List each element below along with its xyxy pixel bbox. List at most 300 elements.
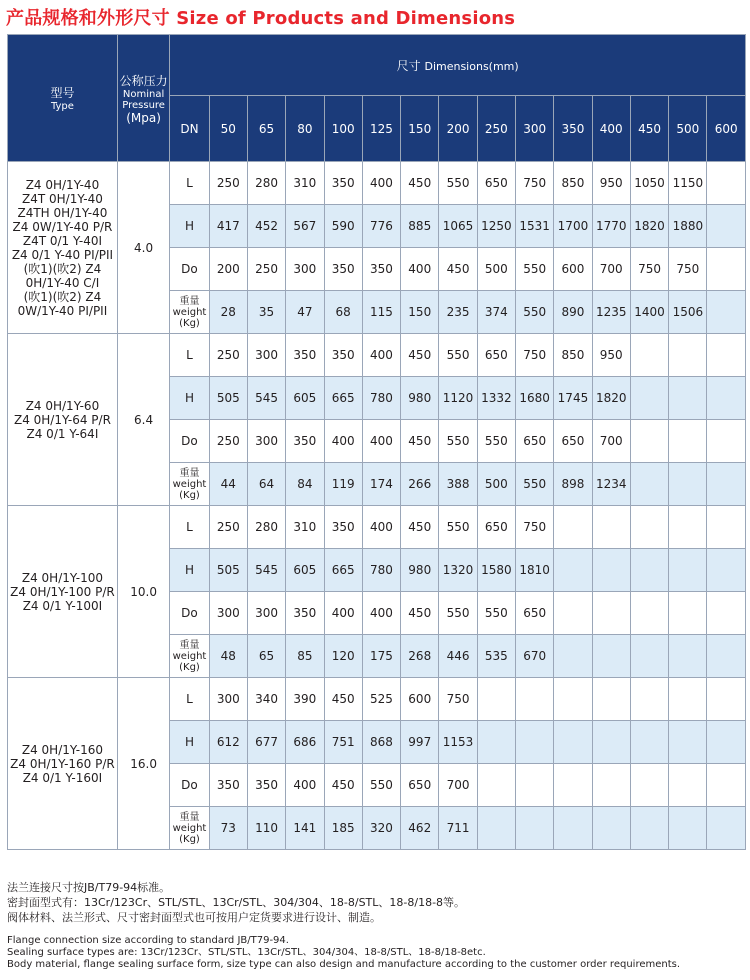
value-cell: 650 [516, 420, 554, 463]
value-cell: 750 [516, 334, 554, 377]
value-cell: 550 [439, 592, 477, 635]
value-cell: 700 [592, 420, 630, 463]
value-cell: 550 [516, 248, 554, 291]
spec-table-body [8, 162, 746, 850]
value-cell: 1050 [630, 162, 668, 205]
value-cell [707, 248, 746, 291]
value-cell: 1810 [516, 549, 554, 592]
value-cell: 388 [439, 463, 477, 506]
value-cell [630, 463, 668, 506]
model-name: Z4 0H/1Y-160 [21, 742, 104, 757]
dn-header-cell: 600 [707, 96, 746, 162]
weight-label-cn: 重量 [179, 295, 200, 307]
value-cell: 500 [477, 463, 515, 506]
value-cell [669, 635, 707, 678]
dn-header-cell: 250 [477, 96, 515, 162]
value-cell [554, 549, 592, 592]
value-cell: 550 [362, 764, 400, 807]
value-cell: 73 [209, 807, 247, 850]
value-cell: 1820 [630, 205, 668, 248]
model-name: Z4T 0H/1Y-40 [22, 191, 103, 206]
value-cell [630, 807, 668, 850]
value-cell: 390 [286, 678, 324, 721]
value-cell [707, 764, 746, 807]
value-cell [669, 463, 707, 506]
value-cell: 400 [362, 334, 400, 377]
value-cell [707, 678, 746, 721]
value-cell: 1580 [477, 549, 515, 592]
value-cell: 1065 [439, 205, 477, 248]
value-cell: 450 [401, 420, 439, 463]
value-cell [669, 506, 707, 549]
table-row [8, 162, 746, 205]
weight-label-en: weight [172, 822, 207, 834]
value-cell [592, 807, 630, 850]
value-cell: 1506 [669, 291, 707, 334]
value-cell: 950 [592, 162, 630, 205]
dn-header-cell: 400 [592, 96, 630, 162]
value-cell: 250 [209, 420, 247, 463]
value-cell: 400 [362, 592, 400, 635]
value-cell: 1700 [554, 205, 592, 248]
value-cell: 650 [477, 506, 515, 549]
value-cell: 120 [324, 635, 362, 678]
value-cell: 545 [247, 549, 285, 592]
value-cell: 400 [362, 420, 400, 463]
dn-header-cell: 100 [324, 96, 362, 162]
value-cell: 450 [401, 162, 439, 205]
note-en-3: Body material, flange sealing surface form, size type can also design and manufacture according to the customer order requirements. [7, 959, 681, 970]
notes [7, 880, 746, 971]
model-list [8, 571, 117, 613]
value-cell: 850 [554, 334, 592, 377]
value-cell: 400 [401, 248, 439, 291]
dn-header-cell: 50 [209, 96, 247, 162]
value-cell: 400 [362, 162, 400, 205]
value-cell: 980 [401, 377, 439, 420]
value-cell: 450 [324, 764, 362, 807]
value-cell: 605 [286, 377, 324, 420]
value-cell: 780 [362, 549, 400, 592]
header-row-top [8, 35, 746, 96]
model-name: Z4 0H/1Y-40 [25, 177, 100, 192]
pressure-header-cn: 公称压力 [119, 73, 168, 88]
value-cell: 605 [286, 549, 324, 592]
value-cell: 1332 [477, 377, 515, 420]
model-name: Z4 0H/1Y-100 [21, 570, 104, 585]
spec-table-wrapper [7, 34, 746, 850]
value-cell: 1820 [592, 377, 630, 420]
value-cell: 300 [209, 592, 247, 635]
value-cell [630, 635, 668, 678]
type-header-cn: 型号 [50, 86, 75, 100]
value-cell [707, 162, 746, 205]
value-cell: 115 [362, 291, 400, 334]
pressure-header-unit: (Mpa) [126, 110, 161, 125]
note-en-2: Sealing surface types are: 13Cr/123Cr、STL/STL、13Cr/STL、304/304、18-8/STL、18-8/18-8etc. [7, 947, 486, 958]
dn-header-cell: 80 [286, 96, 324, 162]
value-cell [707, 463, 746, 506]
weight-label-en: weight [172, 478, 207, 490]
value-cell: 250 [247, 248, 285, 291]
weight-label-unit: (Kg) [179, 661, 200, 673]
value-cell: 612 [209, 721, 247, 764]
value-cell: 600 [401, 678, 439, 721]
pressure-cell: 6.4 [117, 334, 169, 506]
model-name: (吹1)(吹2) Z4 0W/1Y-40 PI/PII [17, 289, 108, 318]
value-cell: 780 [362, 377, 400, 420]
value-cell [554, 678, 592, 721]
value-cell: 550 [439, 162, 477, 205]
value-cell: 266 [401, 463, 439, 506]
value-cell [477, 721, 515, 764]
model-name: Z4 0H/1Y-60 [25, 398, 100, 413]
row-label: Do [170, 592, 209, 635]
dimensions-header-cn: 尺寸 [396, 58, 421, 73]
value-cell [592, 506, 630, 549]
value-cell: 890 [554, 291, 592, 334]
value-cell: 686 [286, 721, 324, 764]
value-cell: 751 [324, 721, 362, 764]
value-cell: 300 [247, 592, 285, 635]
value-cell: 340 [247, 678, 285, 721]
value-cell: 650 [477, 162, 515, 205]
pressure-header [117, 35, 169, 162]
value-cell: 175 [362, 635, 400, 678]
value-cell: 28 [209, 291, 247, 334]
weight-label-unit: (Kg) [179, 489, 200, 501]
dimensions-header [170, 35, 746, 96]
value-cell [477, 807, 515, 850]
value-cell: 68 [324, 291, 362, 334]
value-cell: 350 [324, 248, 362, 291]
value-cell: 85 [286, 635, 324, 678]
value-cell [669, 592, 707, 635]
value-cell [669, 807, 707, 850]
value-cell: 250 [209, 162, 247, 205]
value-cell: 450 [401, 334, 439, 377]
value-cell [592, 764, 630, 807]
value-cell: 550 [439, 420, 477, 463]
value-cell: 110 [247, 807, 285, 850]
value-cell [669, 420, 707, 463]
value-cell [669, 549, 707, 592]
value-cell: 44 [209, 463, 247, 506]
model-cell [8, 162, 118, 334]
value-cell: 1400 [630, 291, 668, 334]
value-cell [707, 635, 746, 678]
value-cell: 35 [247, 291, 285, 334]
value-cell: 300 [247, 420, 285, 463]
weight-label [170, 635, 209, 678]
value-cell [707, 506, 746, 549]
value-cell: 750 [516, 162, 554, 205]
value-cell [477, 764, 515, 807]
value-cell [592, 635, 630, 678]
value-cell [630, 592, 668, 635]
value-cell [592, 549, 630, 592]
spec-table [7, 34, 746, 850]
value-cell [669, 377, 707, 420]
dimensions-header-en: Dimensions(mm) [424, 59, 519, 73]
value-cell [630, 678, 668, 721]
value-cell: 400 [286, 764, 324, 807]
weight-label-unit: (Kg) [179, 833, 200, 845]
value-cell: 550 [516, 463, 554, 506]
value-cell: 400 [362, 506, 400, 549]
value-cell: 48 [209, 635, 247, 678]
value-cell: 350 [362, 248, 400, 291]
dn-header-cell: 500 [669, 96, 707, 162]
value-cell [707, 334, 746, 377]
value-cell [554, 807, 592, 850]
model-name: Z4 0H/1Y-64 P/R [13, 412, 111, 427]
value-cell [630, 506, 668, 549]
pressure-cell: 4.0 [117, 162, 169, 334]
row-label: L [170, 334, 209, 377]
value-cell: 64 [247, 463, 285, 506]
weight-label-en: weight [172, 306, 207, 318]
value-cell [630, 549, 668, 592]
value-cell [554, 635, 592, 678]
value-cell: 950 [592, 334, 630, 377]
note-cn-1: 法兰连接尺寸按JB/T79-94标准。 [7, 881, 171, 894]
value-cell: 446 [439, 635, 477, 678]
model-list [8, 743, 117, 785]
pressure-header-en2: Pressure [122, 99, 165, 111]
dn-header-cell: 300 [516, 96, 554, 162]
value-cell: 1770 [592, 205, 630, 248]
value-cell: 150 [401, 291, 439, 334]
value-cell: 650 [516, 592, 554, 635]
value-cell: 1745 [554, 377, 592, 420]
row-label: Do [170, 248, 209, 291]
model-list [8, 178, 117, 318]
weight-label-cn: 重量 [179, 467, 200, 479]
value-cell: 677 [247, 721, 285, 764]
value-cell: 84 [286, 463, 324, 506]
value-cell: 1880 [669, 205, 707, 248]
value-cell: 119 [324, 463, 362, 506]
value-cell: 268 [401, 635, 439, 678]
value-cell [707, 721, 746, 764]
value-cell: 750 [630, 248, 668, 291]
value-cell [516, 764, 554, 807]
weight-label-cn: 重量 [179, 639, 200, 651]
value-cell: 665 [324, 549, 362, 592]
value-cell: 1250 [477, 205, 515, 248]
value-cell: 400 [324, 592, 362, 635]
value-cell: 1680 [516, 377, 554, 420]
value-cell [669, 334, 707, 377]
value-cell [707, 205, 746, 248]
value-cell: 898 [554, 463, 592, 506]
value-cell [707, 807, 746, 850]
value-cell: 505 [209, 377, 247, 420]
page-title: 产品规格和外形尺寸 Size of Products and Dimensions [6, 8, 516, 29]
value-cell: 310 [286, 506, 324, 549]
row-label: Do [170, 764, 209, 807]
value-cell [630, 420, 668, 463]
value-cell: 280 [247, 506, 285, 549]
pressure-cell: 16.0 [117, 678, 169, 850]
value-cell: 505 [209, 549, 247, 592]
value-cell [669, 678, 707, 721]
value-cell [554, 721, 592, 764]
value-cell: 500 [477, 248, 515, 291]
value-cell: 350 [324, 506, 362, 549]
value-cell: 650 [554, 420, 592, 463]
value-cell: 750 [439, 678, 477, 721]
value-cell: 350 [209, 764, 247, 807]
model-cell [8, 678, 118, 850]
value-cell: 1235 [592, 291, 630, 334]
value-cell: 1234 [592, 463, 630, 506]
value-cell: 650 [401, 764, 439, 807]
value-cell: 868 [362, 721, 400, 764]
value-cell: 300 [286, 248, 324, 291]
row-label: H [170, 377, 209, 420]
value-cell: 350 [286, 420, 324, 463]
notes-gap [7, 925, 746, 935]
value-cell: 1320 [439, 549, 477, 592]
value-cell: 885 [401, 205, 439, 248]
value-cell: 600 [554, 248, 592, 291]
pressure-header-en1: Nominal [122, 88, 165, 100]
row-label: H [170, 205, 209, 248]
value-cell: 350 [324, 334, 362, 377]
value-cell [554, 592, 592, 635]
value-cell: 400 [324, 420, 362, 463]
value-cell: 310 [286, 162, 324, 205]
value-cell: 450 [324, 678, 362, 721]
value-cell [707, 420, 746, 463]
value-cell: 711 [439, 807, 477, 850]
row-label: L [170, 678, 209, 721]
model-cell [8, 334, 118, 506]
value-cell: 997 [401, 721, 439, 764]
value-cell: 525 [362, 678, 400, 721]
value-cell: 750 [516, 506, 554, 549]
value-cell: 350 [247, 764, 285, 807]
value-cell: 174 [362, 463, 400, 506]
value-cell: 665 [324, 377, 362, 420]
value-cell: 450 [401, 592, 439, 635]
model-name: Z4 0H/1Y-160 P/R [10, 756, 115, 771]
model-name: (吹1)(吹2) Z4 0H/1Y-40 C/I [23, 261, 102, 290]
model-name: Z4 0/1 Y-64I [26, 426, 99, 441]
dn-header-cell: 65 [247, 96, 285, 162]
value-cell: 700 [592, 248, 630, 291]
value-cell: 235 [439, 291, 477, 334]
value-cell: 350 [324, 162, 362, 205]
pressure-cell: 10.0 [117, 506, 169, 678]
table-row [8, 334, 746, 377]
row-label: Do [170, 420, 209, 463]
model-cell [8, 506, 118, 678]
dn-header-cell: 350 [554, 96, 592, 162]
row-label: H [170, 721, 209, 764]
value-cell [516, 721, 554, 764]
value-cell [707, 377, 746, 420]
model-name: Z4TH 0H/1Y-40 [17, 205, 108, 220]
value-cell [554, 506, 592, 549]
note-en-1: Flange connection size according to standard JB/T79-94. [7, 935, 289, 946]
weight-label-unit: (Kg) [179, 317, 200, 329]
row-label: L [170, 162, 209, 205]
value-cell: 750 [669, 248, 707, 291]
value-cell: 450 [401, 506, 439, 549]
weight-label [170, 291, 209, 334]
dn-header-cell: 150 [401, 96, 439, 162]
weight-label-cn: 重量 [179, 811, 200, 823]
value-cell [669, 764, 707, 807]
weight-label [170, 463, 209, 506]
value-cell [554, 764, 592, 807]
value-cell: 590 [324, 205, 362, 248]
value-cell: 550 [516, 291, 554, 334]
model-name: Z4 0W/1Y-40 P/R [12, 219, 113, 234]
model-name: Z4T 0/1 Y-40I [22, 233, 103, 248]
value-cell: 185 [324, 807, 362, 850]
value-cell: 250 [209, 506, 247, 549]
value-cell: 350 [286, 334, 324, 377]
type-header-en: Type [50, 101, 74, 112]
value-cell: 567 [286, 205, 324, 248]
value-cell: 1150 [669, 162, 707, 205]
value-cell [707, 549, 746, 592]
note-cn-3: 阀体材料、法兰形式、尺寸密封面型式也可按用户定货要求进行设计、制造。 [7, 911, 381, 924]
value-cell [592, 678, 630, 721]
model-name: Z4 0/1 Y-100I [22, 598, 103, 613]
model-name: Z4 0H/1Y-100 P/R [10, 584, 115, 599]
model-list [8, 399, 117, 441]
table-row [8, 506, 746, 549]
value-cell: 300 [247, 334, 285, 377]
value-cell [516, 807, 554, 850]
value-cell [592, 592, 630, 635]
value-cell: 450 [439, 248, 477, 291]
value-cell: 550 [439, 506, 477, 549]
weight-label-en: weight [172, 650, 207, 662]
value-cell [477, 678, 515, 721]
value-cell: 417 [209, 205, 247, 248]
value-cell: 65 [247, 635, 285, 678]
value-cell [630, 377, 668, 420]
weight-label [170, 807, 209, 850]
model-name: Z4 0/1 Y-40 PI/PII [11, 247, 114, 262]
value-cell [630, 721, 668, 764]
value-cell: 700 [439, 764, 477, 807]
value-cell: 550 [477, 420, 515, 463]
dn-header-cell: 125 [362, 96, 400, 162]
value-cell: 374 [477, 291, 515, 334]
value-cell [592, 721, 630, 764]
dn-header-cell: 450 [630, 96, 668, 162]
value-cell [669, 721, 707, 764]
value-cell: 1531 [516, 205, 554, 248]
value-cell: 47 [286, 291, 324, 334]
dn-label: DN [170, 96, 209, 162]
value-cell: 650 [477, 334, 515, 377]
dn-header-cell: 200 [439, 96, 477, 162]
value-cell [630, 334, 668, 377]
value-cell: 320 [362, 807, 400, 850]
value-cell [516, 678, 554, 721]
model-name: Z4 0/1 Y-160I [22, 770, 103, 785]
value-cell: 200 [209, 248, 247, 291]
value-cell: 1153 [439, 721, 477, 764]
